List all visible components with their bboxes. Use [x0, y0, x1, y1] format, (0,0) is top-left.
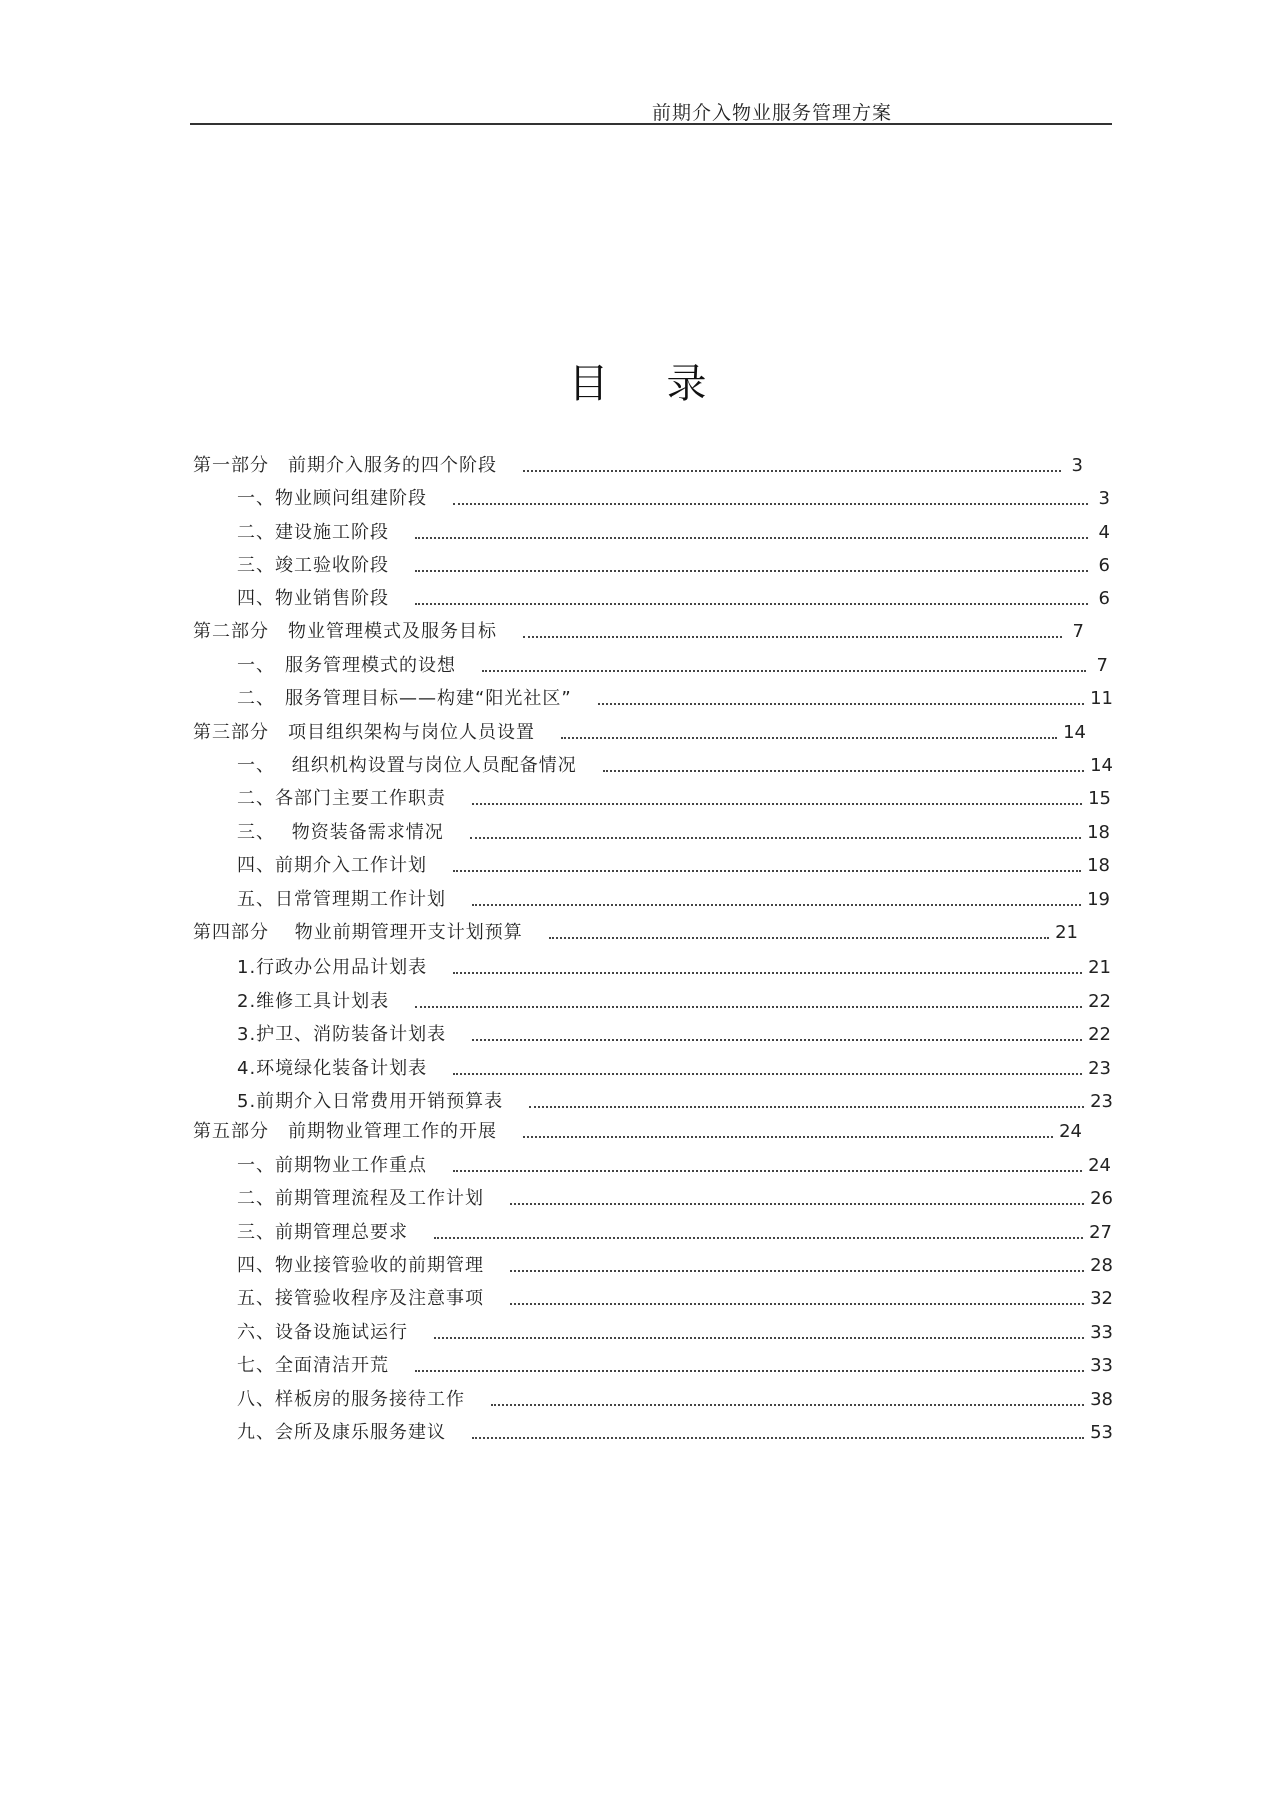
toc-entry-page: 7 [1096, 655, 1108, 676]
toc-entry[interactable] [237, 1020, 1111, 1046]
toc-entry-label: 第五部分 前期物业管理工作的开展 [193, 1121, 497, 1142]
toc-heading-char-2: 录 [666, 361, 707, 407]
toc-entry-page: 23 [1088, 1058, 1111, 1079]
toc-entry-label: 五、接管验收程序及注意事项 [237, 1288, 484, 1309]
toc-entry[interactable] [237, 1418, 1113, 1444]
toc-entry-label: 四、前期介入工作计划 [237, 855, 427, 876]
toc-entry-part-3[interactable] [193, 718, 1086, 744]
toc-entry[interactable] [237, 1184, 1113, 1210]
toc-entry[interactable] [237, 1087, 1113, 1113]
toc-entry-page: 53 [1090, 1422, 1113, 1443]
toc-entry[interactable] [237, 651, 1108, 677]
toc-entry-label: 3.护卫、消防装备计划表 [237, 1024, 447, 1045]
toc-entry[interactable] [237, 953, 1111, 979]
dot-leader [453, 503, 1088, 505]
toc-entry-label: 六、设备设施试运行 [237, 1322, 408, 1343]
toc-entry[interactable] [237, 484, 1110, 510]
dot-leader [523, 470, 1061, 472]
toc-entry[interactable] [237, 987, 1111, 1013]
toc-entry-page: 26 [1090, 1188, 1113, 1209]
toc-entry-label: 二、各部门主要工作职责 [237, 788, 446, 809]
toc-entry-page: 24 [1059, 1121, 1082, 1142]
dot-leader [453, 1073, 1082, 1075]
toc-entry-page: 24 [1088, 1155, 1111, 1176]
dot-leader [415, 1370, 1084, 1372]
toc-entry[interactable] [237, 1318, 1113, 1344]
toc-entry-part-5[interactable] [193, 1117, 1082, 1143]
dot-leader [472, 803, 1082, 805]
toc-entry-page: 18 [1087, 822, 1110, 843]
toc-entry-page: 38 [1090, 1389, 1113, 1410]
dot-leader [561, 737, 1057, 739]
toc-entry-label: 一、物业顾问组建阶段 [237, 488, 427, 509]
toc-entry-page: 15 [1088, 788, 1111, 809]
dot-leader [510, 1203, 1084, 1205]
toc-entry-label: 1.行政办公用品计划表 [237, 957, 428, 978]
toc-entry-label: 二、前期管理流程及工作计划 [237, 1188, 484, 1209]
toc-entry[interactable] [237, 1054, 1111, 1080]
dot-leader [415, 537, 1088, 539]
toc-entry-page: 3 [1098, 488, 1110, 509]
toc-entry-page: 33 [1090, 1322, 1113, 1343]
dot-leader [472, 1437, 1084, 1439]
toc-entry[interactable] [237, 1251, 1113, 1277]
toc-entry-part-4[interactable] [193, 918, 1078, 944]
toc-entry[interactable] [237, 885, 1110, 911]
toc-entry-page: 18 [1087, 855, 1110, 876]
dot-leader [603, 770, 1084, 772]
toc-entry-label: 四、物业销售阶段 [237, 588, 389, 609]
toc-entry-label: 一、前期物业工作重点 [237, 1155, 427, 1176]
toc-entry-label: 三、前期管理总要求 [237, 1222, 408, 1243]
dot-leader [529, 1106, 1084, 1108]
dot-leader [523, 1136, 1053, 1138]
toc-entry[interactable] [237, 851, 1110, 877]
running-header-title: 前期介入物业服务管理方案 [651, 102, 892, 124]
toc-entry[interactable] [237, 551, 1110, 577]
toc-entry-label: 五、日常管理期工作计划 [237, 889, 446, 910]
dot-leader [453, 972, 1082, 974]
toc-entry-page: 6 [1098, 555, 1110, 576]
toc-entry-page: 21 [1088, 957, 1111, 978]
toc-entry-label: 三、竣工验收阶段 [237, 555, 389, 576]
toc-entry-label: 八、样板房的服务接待工作 [237, 1389, 465, 1410]
toc-entry[interactable] [237, 518, 1110, 544]
toc-entry-page: 6 [1098, 588, 1110, 609]
toc-entry[interactable] [237, 1351, 1113, 1377]
toc-entry-label: 第一部分 前期介入服务的四个阶段 [193, 455, 497, 476]
dot-leader [434, 1337, 1084, 1339]
toc-entry-label: 一、 服务管理模式的设想 [237, 655, 456, 676]
dot-leader [415, 603, 1088, 605]
toc-entry-label: 七、全面清洁开荒 [237, 1355, 389, 1376]
dot-leader [491, 1404, 1084, 1406]
toc-entry[interactable] [237, 1151, 1111, 1177]
toc-entry-page: 27 [1089, 1222, 1112, 1243]
toc-entry-label: 一、 组织机构设置与岗位人员配备情况 [237, 755, 577, 776]
dot-leader [453, 870, 1081, 872]
dot-leader [415, 570, 1088, 572]
dot-leader [523, 636, 1062, 638]
toc-entry-page: 23 [1090, 1091, 1113, 1112]
toc-entry-page: 4 [1098, 522, 1110, 543]
toc-entry-page: 14 [1090, 755, 1113, 776]
toc-entry-page: 22 [1088, 991, 1111, 1012]
toc-entry-page: 3 [1071, 455, 1083, 476]
dot-leader [470, 837, 1081, 839]
toc-entry-label: 九、会所及康乐服务建议 [237, 1422, 446, 1443]
toc-entry-page: 33 [1090, 1355, 1113, 1376]
toc-entry-label: 四、物业接管验收的前期管理 [237, 1255, 484, 1276]
toc-entry-page: 21 [1055, 922, 1078, 943]
toc-entry-label: 5.前期介入日常费用开销预算表 [237, 1091, 504, 1112]
dot-leader [472, 904, 1081, 906]
toc-entry-page: 14 [1063, 722, 1086, 743]
toc-entry-label: 第三部分 项目组织架构与岗位人员设置 [193, 722, 535, 743]
toc-entry-page: 19 [1087, 889, 1110, 910]
toc-entry[interactable] [237, 1284, 1113, 1310]
toc-entry-label: 2.维修工具计划表 [237, 991, 390, 1012]
toc-entry[interactable] [237, 684, 1113, 710]
dot-leader [453, 1170, 1082, 1172]
dot-leader [415, 1006, 1082, 1008]
toc-entry[interactable] [237, 818, 1110, 844]
toc-entry-page: 22 [1088, 1024, 1111, 1045]
dot-leader [598, 703, 1084, 705]
dot-leader [549, 937, 1049, 939]
toc-entry-part-1[interactable] [193, 451, 1083, 477]
toc-entry-page: 7 [1072, 621, 1084, 642]
toc-entry-page: 28 [1090, 1255, 1113, 1276]
toc-entry-label: 第四部分 物业前期管理开支计划预算 [193, 922, 523, 943]
toc-entry-label: 三、 物资装备需求情况 [237, 822, 444, 843]
toc-entry-part-2[interactable] [193, 617, 1084, 643]
toc-entry-page: 32 [1090, 1288, 1113, 1309]
dot-leader [510, 1270, 1084, 1272]
toc-heading-char-1: 目 [568, 361, 609, 407]
dot-leader [510, 1303, 1084, 1305]
toc-entry-label: 第二部分 物业管理模式及服务目标 [193, 621, 497, 642]
dot-leader [434, 1237, 1083, 1239]
toc-entry[interactable] [237, 1218, 1112, 1244]
toc-entry-page: 11 [1090, 688, 1113, 709]
toc-entry-label: 二、 服务管理目标——构建“阳光社区” [237, 688, 572, 709]
toc-entry-label: 二、建设施工阶段 [237, 522, 389, 543]
toc-entry[interactable] [237, 784, 1111, 810]
dot-leader [472, 1039, 1082, 1041]
toc-entry[interactable] [237, 584, 1110, 610]
dot-leader [482, 670, 1086, 672]
toc-entry[interactable] [237, 1385, 1113, 1411]
toc-entry[interactable] [237, 751, 1113, 777]
toc-entry-label: 4.环境绿化装备计划表 [237, 1058, 428, 1079]
